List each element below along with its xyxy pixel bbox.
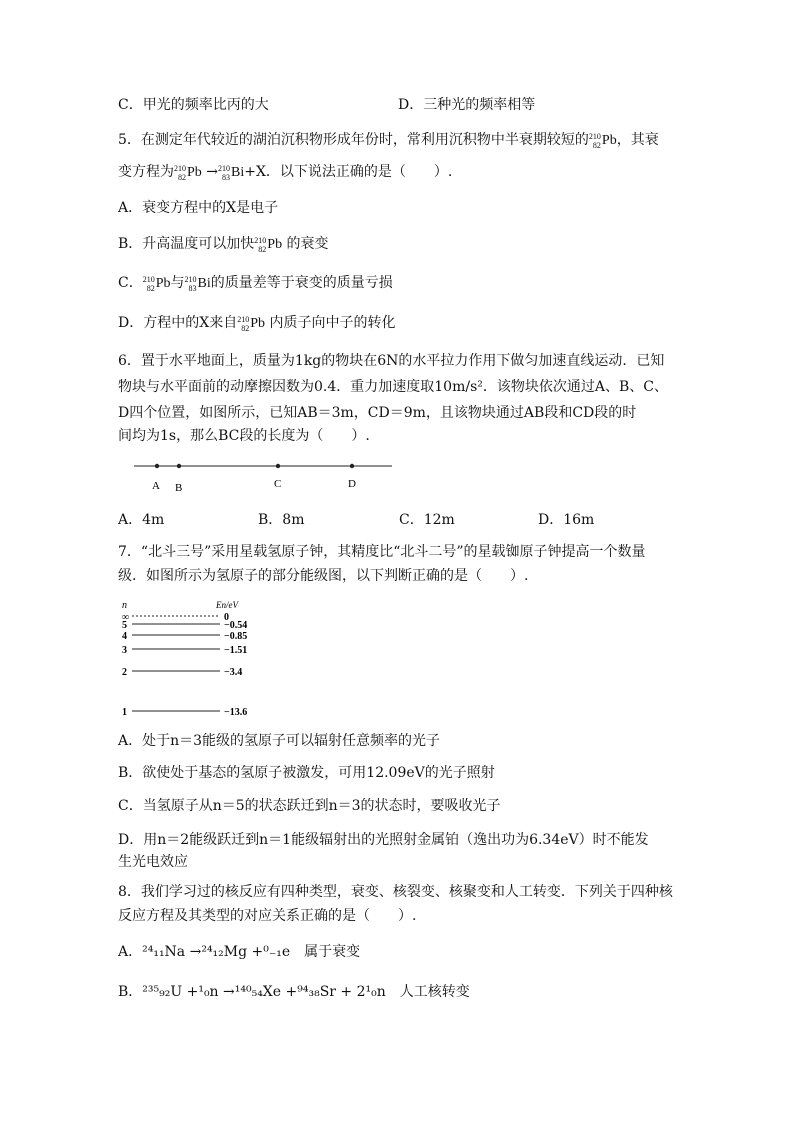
energy-header: En/eV xyxy=(216,600,238,610)
q5-option-b: B．升高温度可以加快 210 82 Pb 的衰变 xyxy=(118,235,329,254)
point-c xyxy=(276,464,280,468)
q5-option-a: A．衰变方程中的X是电子 xyxy=(118,200,279,216)
q6-option-b: B．8m xyxy=(258,512,305,528)
level-energy-label: −13.6 xyxy=(224,707,248,718)
level-energy-label: −0.85 xyxy=(224,631,248,642)
q5-stem-line2: 变方程为 210 82 Pb → 210 83 Bi+X．以下说法正确的是（ ）. xyxy=(118,163,453,182)
q4-option-c: C．甲光的频率比丙的大 xyxy=(118,97,269,113)
q7-option-b: B．欲使处于基态的氢原子被激发，可用12.09eV的光子照射 xyxy=(118,765,495,781)
point-b xyxy=(177,464,181,468)
q6-stem-line4: 间均为1s，那么BC段的长度为（ ）. xyxy=(118,428,370,444)
q8-option-b: B．²³⁵₉₂U +¹₀n →¹⁴⁰₅₄Xe +⁹⁴₃₈Sr + 2¹₀n 人工核转变 xyxy=(118,984,470,1000)
n-header: n xyxy=(122,600,127,611)
q6-option-c: C．12m xyxy=(399,512,455,528)
q5-stem-line1: 5．在测定年代较近的湖泊沉积物形成年份时，常利用沉积物中半衰期较短的 210 82 Pb，其衰 xyxy=(118,131,659,150)
q7-option-d-line1: D．用n＝2能级跃迁到n＝1能级辐射出的光照射金属铂（逸出功为6.34eV）时不能发 xyxy=(118,832,649,848)
label-c: C xyxy=(274,478,282,490)
q8-option-a: A．²⁴₁₁Na →²⁴₁₂Mg +⁰₋₁e 属于衰变 xyxy=(118,944,361,960)
q6-position-figure xyxy=(130,455,400,495)
q4-option-d: D．三种光的频率相等 xyxy=(398,97,536,113)
label-a: A xyxy=(152,480,160,492)
q7-stem-line2: 级．如图所示为氢原子的部分能级图，以下判断正确的是（ ）. xyxy=(118,568,529,584)
q6-option-d: D．16m xyxy=(538,512,595,528)
q8-stem-line1: 8．我们学习过的核反应有四种类型，衰变、核裂变、核聚变和人工转变．下列关于四种核 xyxy=(118,884,673,900)
q7-option-c: C．当氢原子从n＝5的状态跃迁到n＝3的状态时，要吸收光子 xyxy=(118,798,501,814)
level-n-label: 5 xyxy=(122,620,127,631)
energy-level-diagram xyxy=(118,594,268,720)
q7-option-a: A．处于n＝3能级的氢原子可以辐射任意频率的光子 xyxy=(118,733,441,749)
q6-stem-line1: 6．置于水平地面上，质量为1kg的物块在6N的水平拉力作用下做匀加速直线运动．已知 xyxy=(118,353,665,369)
level-n-label: 3 xyxy=(122,645,127,656)
label-d: D xyxy=(348,478,356,490)
level-n-label: ∞ xyxy=(122,612,130,623)
q7-stem-line1: 7．“北斗三号”采用星载氢原子钟，其精度比“北斗二号”的星载铷原子钟提高一个数量 xyxy=(118,544,646,560)
point-d xyxy=(350,464,354,468)
q7-option-d-line2: 生光电效应 xyxy=(118,854,188,870)
level-n-label: 2 xyxy=(122,667,127,678)
q8-stem-line2: 反应方程及其类型的对应关系正确的是（ ）. xyxy=(118,908,417,924)
level-energy-label: −0.54 xyxy=(224,620,248,631)
level-n-label: 1 xyxy=(122,707,127,718)
q6-stem-line2: 物块与水平面前的动摩擦因数为0.4．重力加速度取10m/s²．该物块依次通过A、B、C、 xyxy=(118,379,668,395)
q6-option-a: A．4m xyxy=(118,512,165,528)
point-a xyxy=(155,464,159,468)
level-energy-label: −3.4 xyxy=(224,667,243,678)
level-n-label: 4 xyxy=(122,631,127,642)
label-b: B xyxy=(175,482,183,494)
q5-option-c: C． 210 82 Pb与 210 83 Bi的质量差等于衰变的质量亏损 xyxy=(118,274,393,293)
q5-option-d: D．方程中的X来自 210 82 Pb 内质子向中子的转化 xyxy=(118,314,396,333)
q6-stem-line3: D四个位置，如图所示，已知AB＝3m，CD＝9m，且该物块通过AB段和CD段的时 xyxy=(118,405,637,421)
level-energy-label: −1.51 xyxy=(224,645,248,656)
level-energy-label: 0 xyxy=(224,612,229,623)
